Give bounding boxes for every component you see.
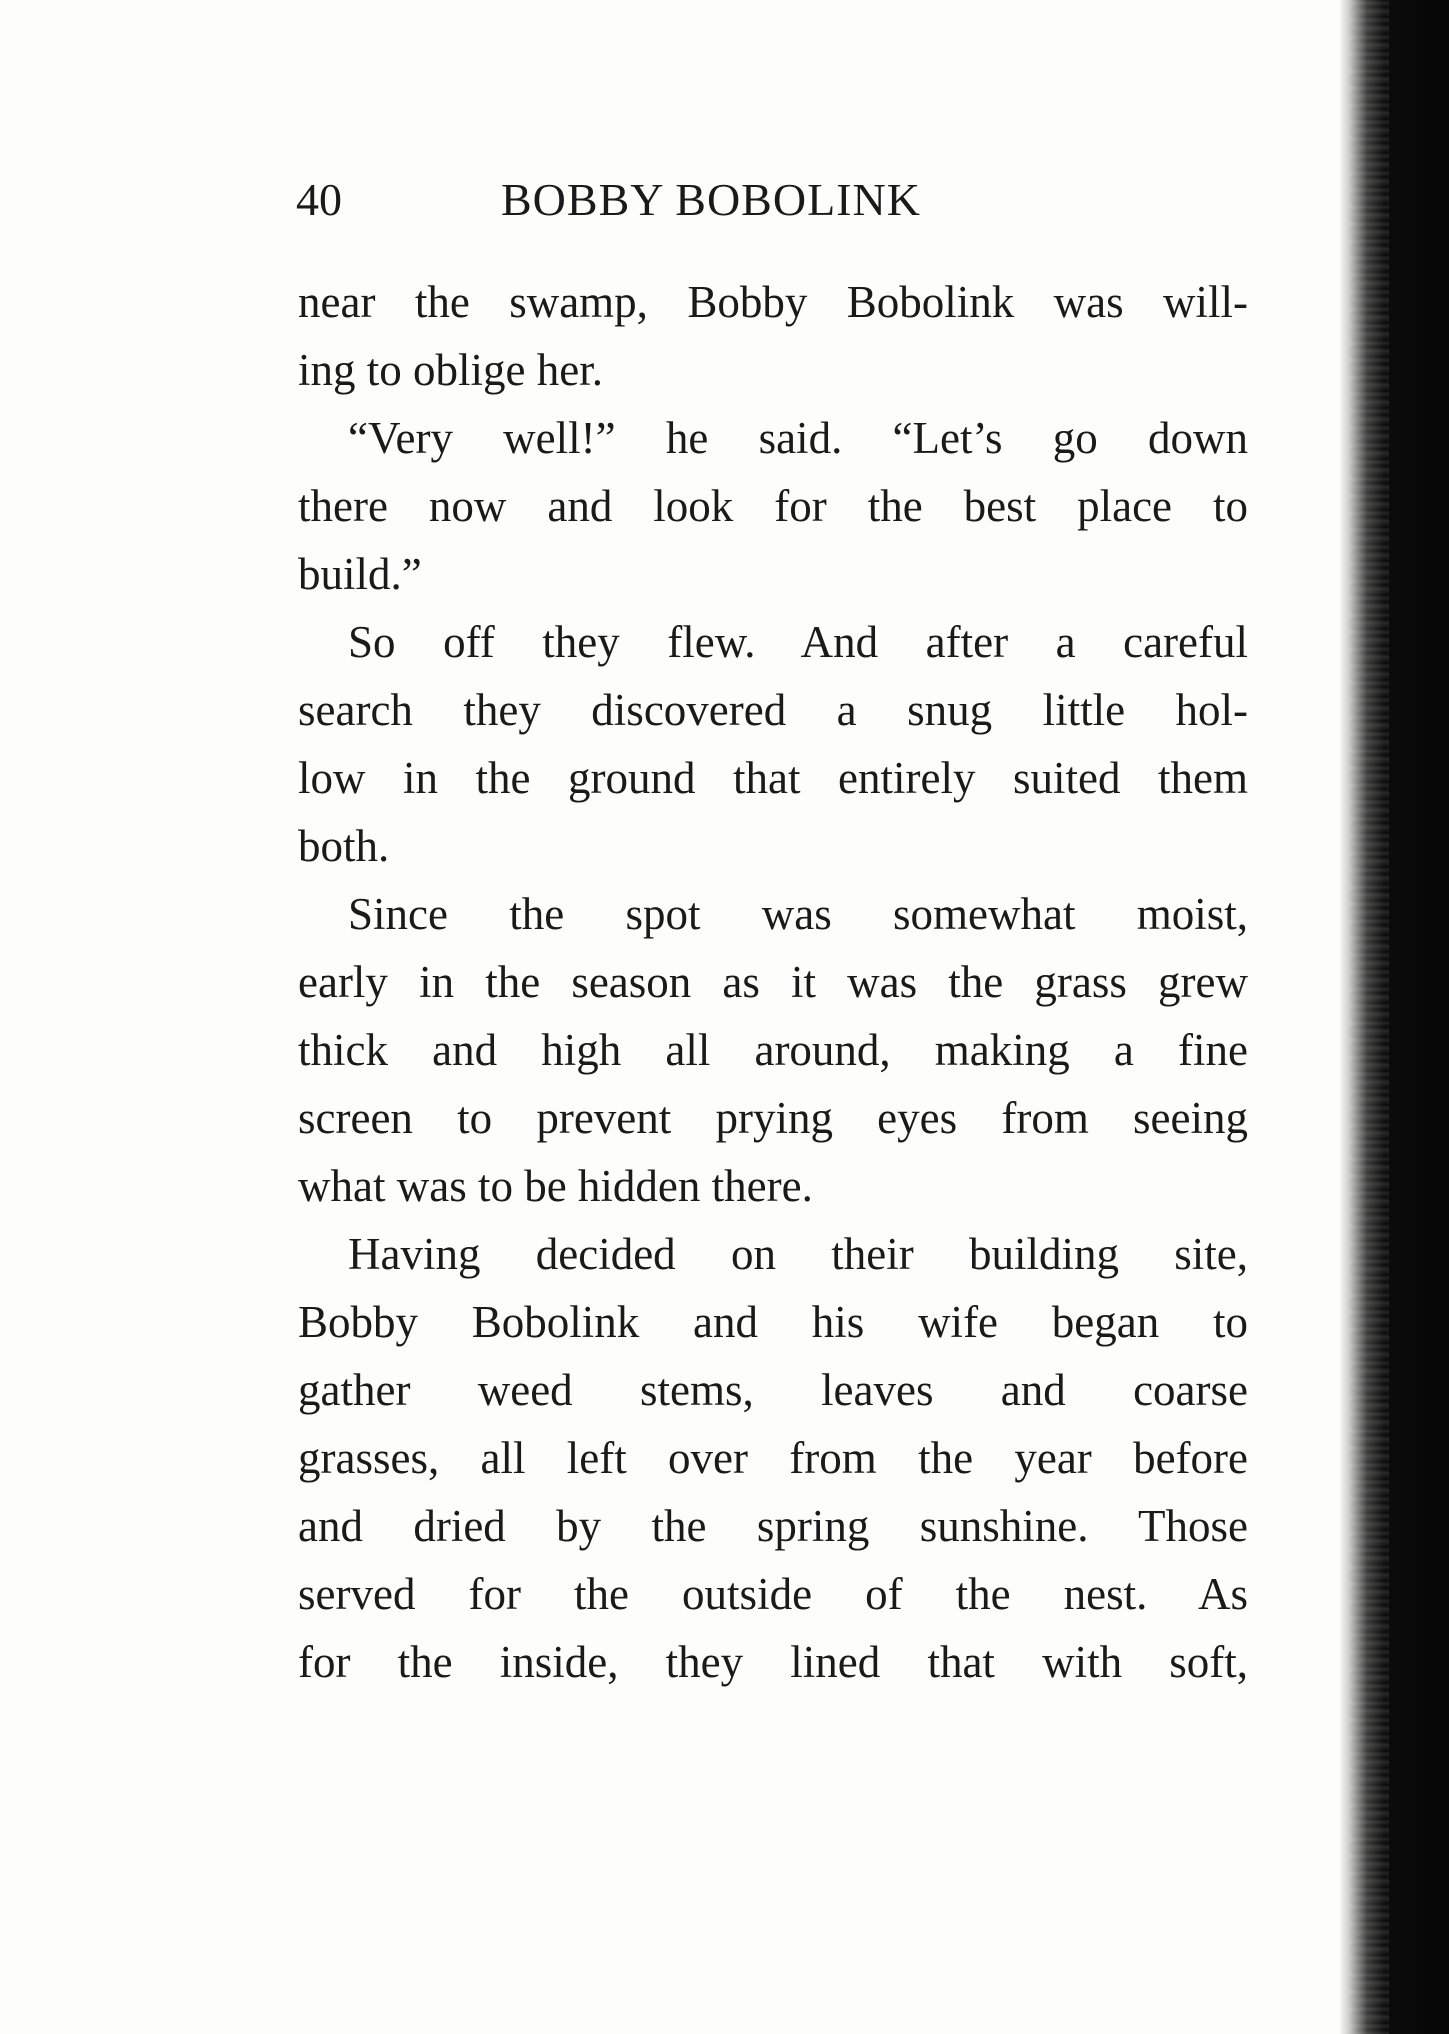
text-line: Bobby Bobolink and his wife began to bbox=[298, 1297, 1248, 1347]
text-line: served for the outside of the nest. As bbox=[298, 1569, 1248, 1619]
text-line: search they discovered a snug little hol- bbox=[298, 685, 1248, 735]
text-line: for the inside, they lined that with soft, bbox=[298, 1637, 1248, 1687]
text-line: early in the season as it was the grass grew bbox=[298, 957, 1248, 1007]
text-line: both. bbox=[298, 821, 390, 871]
running-head bbox=[296, 170, 1036, 230]
body-text bbox=[298, 268, 1248, 1696]
text-line: “Very well!” he said. “Let’s go down bbox=[348, 413, 1248, 463]
text-line: thick and high all around, making a fine bbox=[298, 1025, 1248, 1075]
text-line: what was to be hidden there. bbox=[298, 1161, 813, 1211]
text-line: ing to oblige her. bbox=[298, 345, 603, 395]
text-line: So off they flew. And after a careful bbox=[348, 617, 1248, 667]
text-line: Since the spot was somewhat moist, bbox=[348, 889, 1248, 939]
text-line: Having decided on their building site, bbox=[348, 1229, 1248, 1279]
text-line: and dried by the spring sunshine. Those bbox=[298, 1501, 1248, 1551]
text-line: there now and look for the best place to bbox=[298, 481, 1248, 531]
text-line: near the swamp, Bobby Bobolink was will- bbox=[298, 277, 1248, 327]
text-line: grasses, all left over from the year before bbox=[298, 1433, 1248, 1483]
page-number: 40 bbox=[296, 174, 342, 225]
text-line: low in the ground that entirely suited them bbox=[298, 753, 1248, 803]
text-line: gather weed stems, leaves and coarse bbox=[298, 1365, 1248, 1415]
text-line: screen to prevent prying eyes from seeing bbox=[298, 1093, 1248, 1143]
binding-texture bbox=[1349, 0, 1389, 2034]
running-title: BOBBY BOBOLINK bbox=[501, 174, 921, 225]
text-line: build.” bbox=[298, 549, 422, 599]
